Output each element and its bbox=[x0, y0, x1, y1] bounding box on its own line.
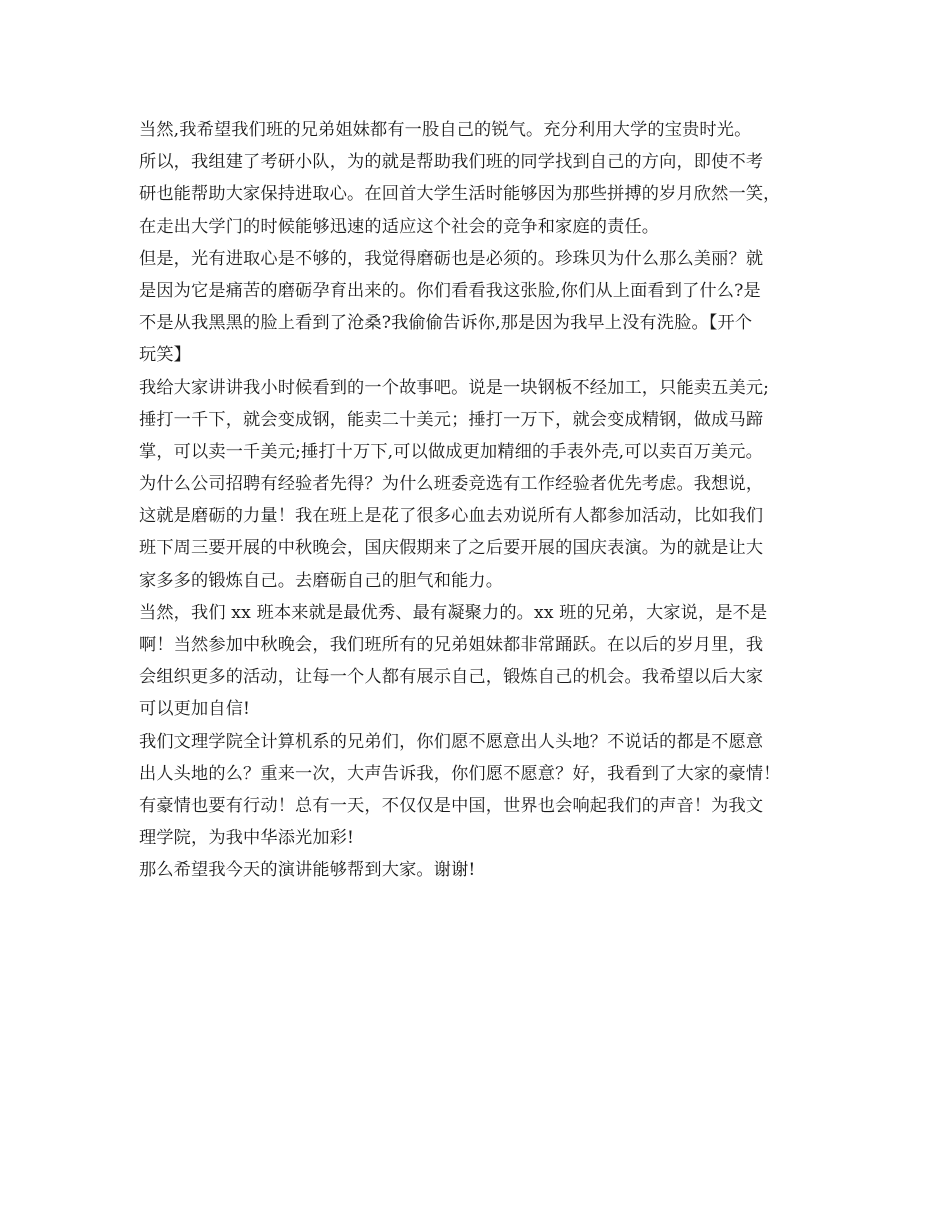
text-line: 这就是磨砺的力量！我在班上是花了很多心血去劝说所有人都参加活动，比如我们 bbox=[139, 506, 764, 527]
text-line: 玩笑】 bbox=[139, 345, 192, 366]
text-line: 有豪情也要有行动！总有一天，不仅仅是中国，世界也会响起我们的声音！为我文 bbox=[139, 795, 764, 816]
text-line: 在走出大学门的时候能够迅速的适应这个社会的竞争和家庭的责任。 bbox=[139, 216, 660, 237]
speech-text-body bbox=[139, 114, 825, 887]
text-line: 可以更加自信! bbox=[139, 699, 251, 720]
text-line: 研也能帮助大家保持进取心。在回首大学生活时能够因为那些拼搏的岁月欣然一笑， bbox=[139, 184, 781, 205]
text-line: 所以，我组建了考研小队，为的就是帮助我们班的同学找到自己的方向，即使不考 bbox=[139, 152, 764, 173]
text-line: 掌，可以卖一千美元;捶打十万下,可以做成更加精细的手表外壳,可以卖百万美元。 bbox=[139, 441, 763, 462]
text-line: 但是，光有进取心是不够的，我觉得磨砺也是必须的。珍珠贝为什么那么美丽？就 bbox=[139, 248, 764, 269]
text-line: 当然，我们 xx 班本来就是最优秀、最有凝聚力的。xx 班的兄弟，大家说，是不是 bbox=[139, 602, 768, 623]
text-line: 是因为它是痛苦的磨砺孕育出来的。你们看看我这张脸,你们从上面看到了什么?是 bbox=[139, 280, 761, 301]
text-line: 那么希望我今天的演讲能够帮到大家。谢谢! bbox=[139, 860, 476, 881]
text-line: 不是从我黑黑的脸上看到了沧桑?我偷偷告诉你,那是因为我早上没有洗脸。【开个 bbox=[139, 313, 753, 334]
text-line: 家多多的锻炼自己。去磨砺自己的胆气和能力。 bbox=[139, 570, 504, 591]
text-line: 捶打一千下，就会变成钢，能卖二十美元；捶打一万下，就会变成精钢，做成马蹄 bbox=[139, 409, 764, 430]
text-line: 当然,我希望我们班的兄弟姐妹都有一股自己的锐气。充分利用大学的宝贵时光。 bbox=[139, 120, 752, 140]
text-line: 我给大家讲讲我小时候看到的一个故事吧。说是一块钢板不经加工，只能卖五美元; bbox=[139, 377, 770, 398]
text-line: 我们文理学院全计算机系的兄弟们，你们愿不愿意出人头地？不说话的都是不愿意 bbox=[139, 731, 764, 752]
text-line: 出人头地的么？重来一次，大声告诉我，你们愿不愿意？好，我看到了大家的豪情！ bbox=[139, 763, 781, 784]
text-line: 为什么公司招聘有经验者先得？为什么班委竞选有工作经验者优先考虑。我想说， bbox=[139, 474, 764, 495]
text-line: 班下周三要开展的中秋晚会，国庆假期来了之后要开展的国庆表演。为的就是让大 bbox=[139, 538, 764, 559]
text-line: 会组织更多的活动，让每一个人都有展示自己，锻炼自己的机会。我希望以后大家 bbox=[139, 667, 764, 688]
text-line: 理学院，为我中华添光加彩! bbox=[139, 828, 355, 849]
text-line: 啊！当然参加中秋晚会，我们班所有的兄弟姐妹都非常踊跃。在以后的岁月里，我 bbox=[139, 635, 764, 655]
